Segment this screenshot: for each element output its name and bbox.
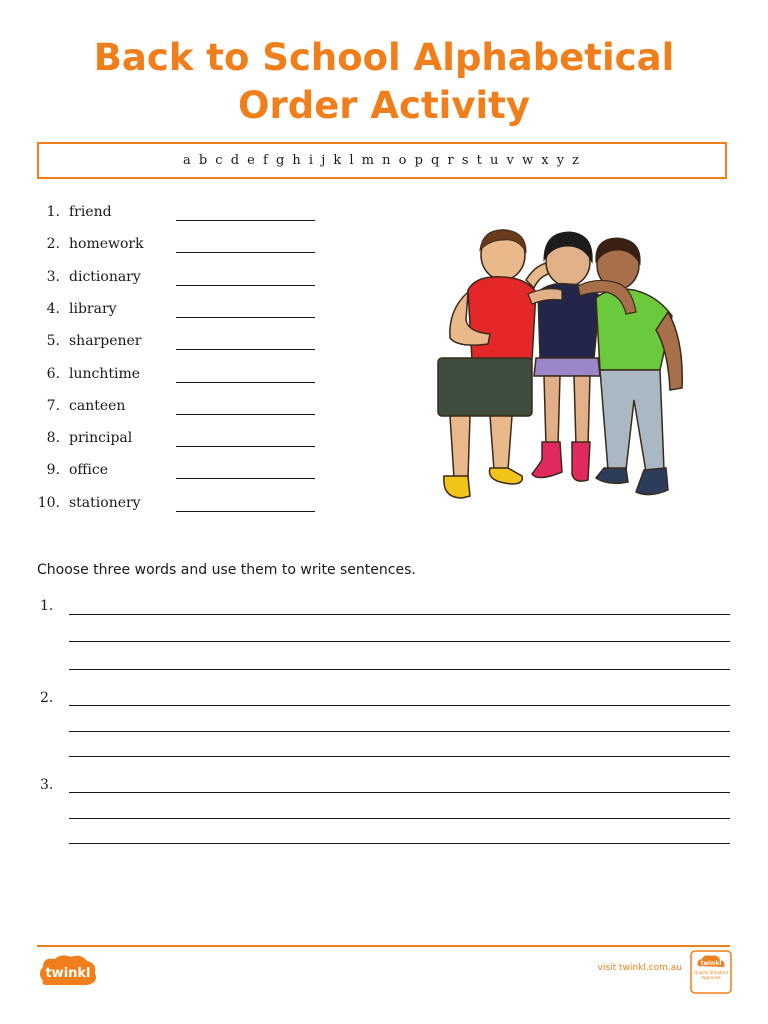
page-title	[0, 34, 768, 130]
answer-line[interactable]	[176, 252, 315, 253]
word-row	[0, 390, 340, 422]
word-row	[0, 293, 340, 325]
word-row	[0, 196, 340, 228]
word-text: dictionary	[69, 269, 141, 285]
word-row	[0, 325, 340, 357]
word-number: 5.	[46, 333, 60, 349]
alphabet-strip	[37, 142, 727, 179]
footer-url[interactable]: visit twinkl.com.au	[597, 963, 682, 973]
word-row	[0, 487, 340, 519]
word-number: 3.	[46, 269, 60, 285]
three-children-illustration	[428, 220, 698, 510]
word-text: canteen	[69, 398, 126, 414]
word-row	[0, 358, 340, 390]
sentence-line[interactable]	[69, 705, 730, 706]
word-number: 1.	[46, 204, 60, 220]
word-number: 4.	[46, 301, 60, 317]
word-number: 6.	[46, 366, 60, 382]
answer-line[interactable]	[176, 414, 315, 415]
word-text: sharpener	[69, 333, 142, 349]
quality-standard-badge	[690, 950, 732, 994]
sentence-number: 2.	[40, 690, 54, 706]
badge-text: Quality Standard Approved	[694, 970, 728, 980]
word-text: friend	[69, 204, 112, 220]
answer-line[interactable]	[176, 285, 315, 286]
footer-divider	[37, 945, 730, 947]
instruction-text: Choose three words and use them to write sentences.	[37, 562, 416, 578]
sentence-line[interactable]	[69, 614, 730, 615]
word-number: 2.	[46, 236, 60, 252]
word-text: principal	[69, 430, 133, 446]
badge-logo-text: twinkl	[700, 960, 722, 967]
twinkl-logo[interactable]	[37, 953, 99, 989]
word-text: office	[69, 462, 108, 478]
answer-line[interactable]	[176, 349, 315, 350]
word-number: 9.	[46, 462, 60, 478]
word-row	[0, 422, 340, 454]
answer-line[interactable]	[176, 511, 315, 512]
answer-line[interactable]	[176, 446, 315, 447]
word-row	[0, 454, 340, 486]
sentence-number: 3.	[40, 777, 54, 793]
word-row	[0, 228, 340, 260]
alphabet-text: a b c d e f g h i j k l m n o p q r s t u v w x y z	[182, 153, 582, 168]
word-number: 8.	[46, 430, 60, 446]
sentence-line[interactable]	[69, 641, 730, 642]
sentence-line[interactable]	[69, 818, 730, 819]
word-text: lunchtime	[69, 366, 141, 382]
word-text: homework	[69, 236, 144, 252]
answer-line[interactable]	[176, 382, 315, 383]
answer-line[interactable]	[176, 317, 315, 318]
sentence-line[interactable]	[69, 731, 730, 732]
word-text: library	[69, 301, 117, 317]
word-row	[0, 261, 340, 293]
sentence-line[interactable]	[69, 843, 730, 844]
answer-line[interactable]	[176, 220, 315, 221]
sentence-line[interactable]	[69, 669, 730, 670]
sentence-line[interactable]	[69, 792, 730, 793]
page-title-line-1: Back to School Alphabetical	[93, 36, 675, 79]
word-number: 7.	[46, 398, 60, 414]
page-title-line-2: Order Activity	[238, 84, 530, 127]
answer-line[interactable]	[176, 478, 315, 479]
word-number: 10.	[37, 495, 60, 511]
twinkl-logo-text: twinkl	[45, 966, 91, 981]
sentence-number: 1.	[40, 598, 54, 614]
word-text: stationery	[69, 495, 141, 511]
sentence-line[interactable]	[69, 756, 730, 757]
